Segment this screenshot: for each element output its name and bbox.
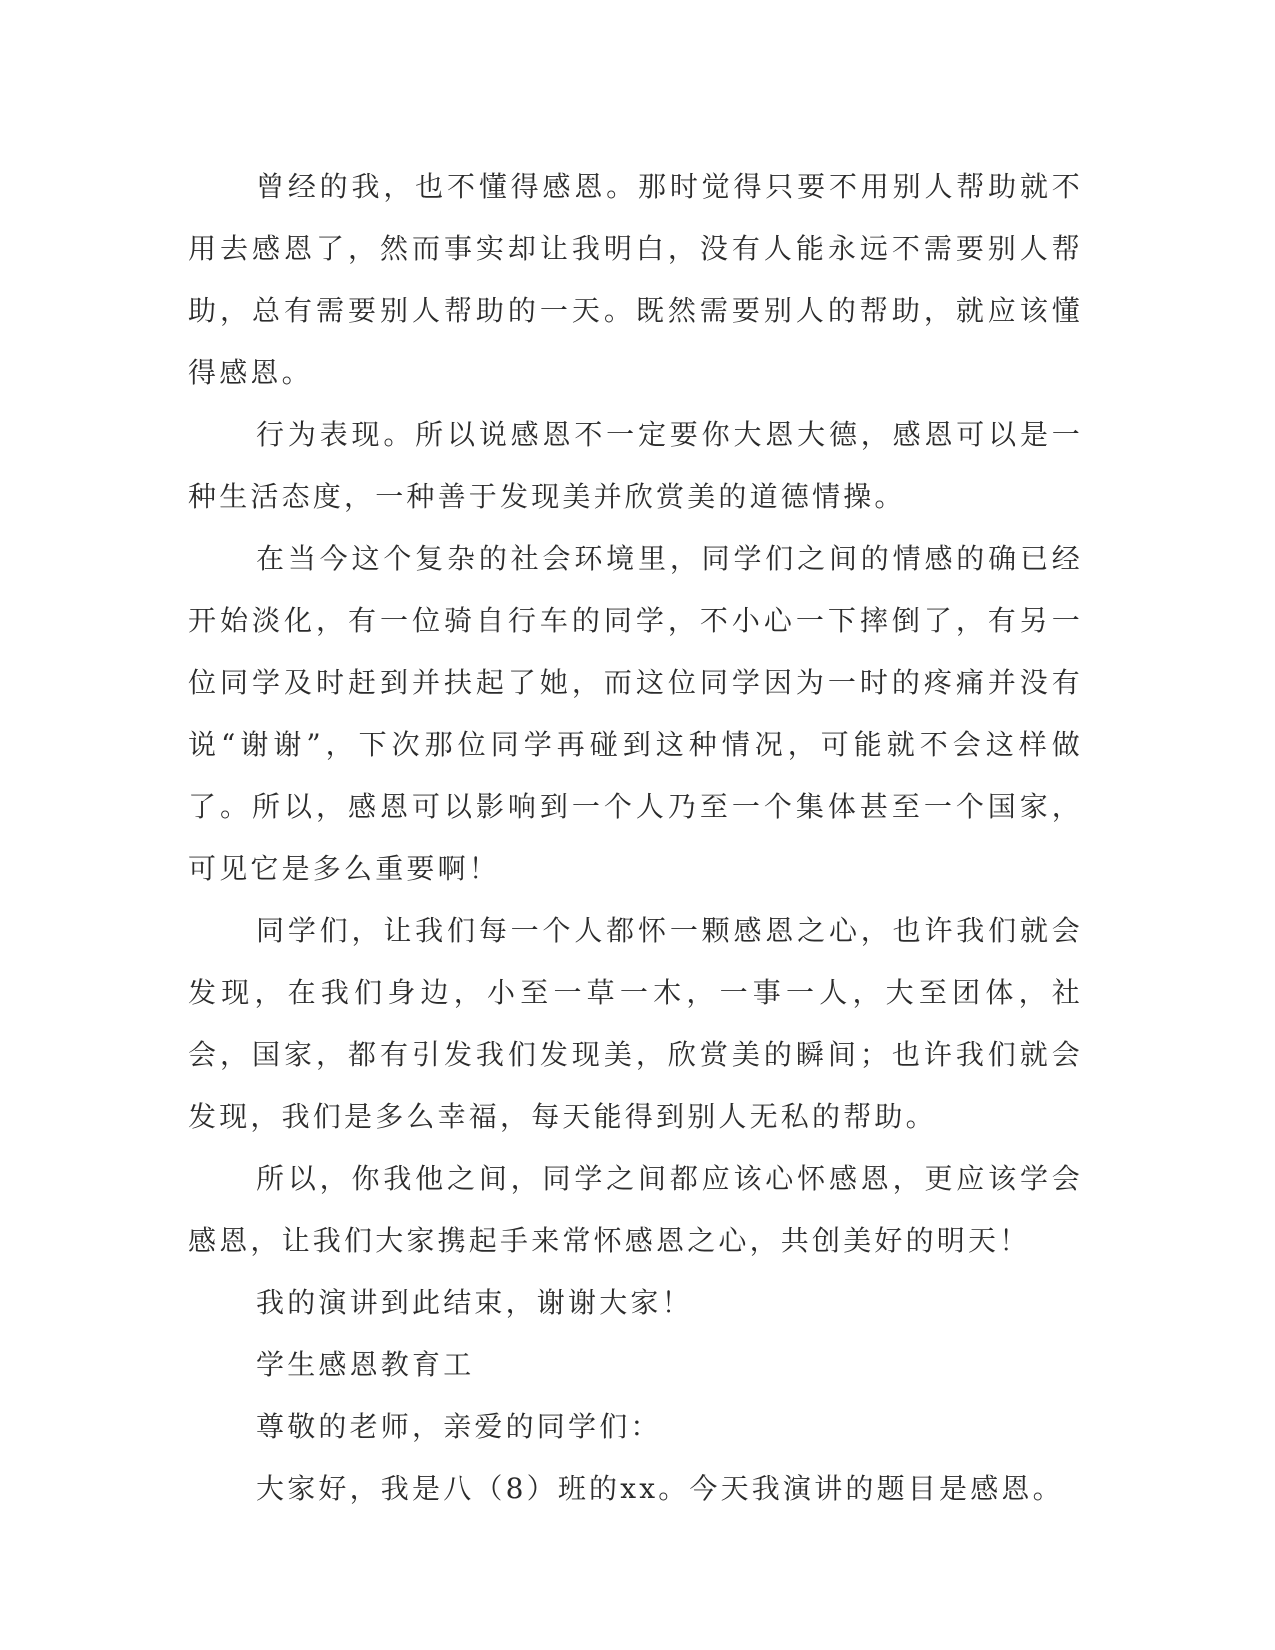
opening-line: 大家好，我是八（8）班的xx。今天我演讲的题目是感恩。 (256, 1472, 1064, 1505)
paragraph-1: 曾经的我，也不懂得感恩。那时觉得只要不用别人帮助就不用去感恩了，然而事实却让我明白，没有人能永远不需要别人帮助，总有需要别人帮助的一天。既然需要别人的帮助，就应该懂得感恩。 (188, 170, 1083, 389)
closing-line: 我的演讲到此结束，谢谢大家！ (256, 1286, 693, 1319)
document-body (188, 156, 1083, 1520)
paragraph-4: 同学们，让我们每一个人都怀一颗感恩之心，也许我们就会发现，在我们身边，小至一草一木，一事一人，大至团体，社会，国家，都有引发我们发现美，欣赏美的瞬间；也许我们就会发现，我们是多么幸福，每天能得到别人无私的帮助。 (188, 914, 1083, 1133)
section-title: 学生感恩教育工 (256, 1348, 475, 1381)
paragraph-2: 行为表现。所以说感恩不一定要你大恩大德，感恩可以是一种生活态度，一种善于发现美并欣赏美的道德情操。 (188, 418, 1083, 513)
paragraph-3: 在当今这个复杂的社会环境里，同学们之间的情感的确已经开始淡化，有一位骑自行车的同学，不小心一下摔倒了，有另一位同学及时赶到并扶起了她，而这位同学因为一时的疼痛并没有说“谢谢”，下次那位同学再碰到这种情况，可能就不会这样做了。所以，感恩可以影响到一个人乃至一个集体甚至一个国家，可见它是多么重要啊！ (188, 542, 1083, 885)
salutation: 尊敬的老师，亲爱的同学们： (256, 1410, 662, 1443)
paragraph-5: 所以，你我他之间，同学之间都应该心怀感恩，更应该学会感恩，让我们大家携起手来常怀感恩之心，共创美好的明天！ (188, 1162, 1083, 1257)
